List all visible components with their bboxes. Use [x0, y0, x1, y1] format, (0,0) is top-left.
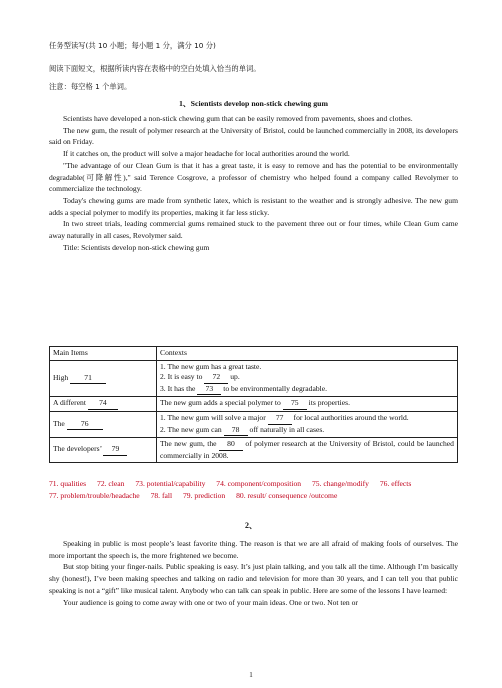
answer-blank: 72: [204, 372, 228, 384]
answer-blank: 73: [197, 384, 221, 396]
context-line: 1. The new gum has a great taste.: [160, 361, 262, 371]
table-title: Title: Scientists develop non-stick chewing gum: [63, 242, 210, 252]
item-text: The developers’: [53, 444, 102, 454]
answer-item: 76. effects: [379, 479, 412, 488]
passage1-paragraph: Scientists have developed a non-stick chewing gum that can be easily removed from pavements, shoes and clothes.: [63, 114, 413, 123]
answer-blank: 75: [283, 398, 307, 410]
passage2-paragraph: Your audience is going to come away with one or two of your main ideas. One or two. Not ten or: [63, 597, 358, 607]
passage1-paragraph: If it catches on, the product will solve a major headache for local authorities around the world.: [63, 149, 350, 159]
table-header-row: [50, 347, 458, 361]
answer-item: 78. fall: [150, 491, 173, 500]
answer-blank: 80: [219, 439, 243, 451]
main-item-cell: [50, 360, 157, 397]
answer-blank: 77: [268, 413, 292, 425]
answer-key: [49, 478, 459, 502]
table-header-cell: Contexts: [157, 347, 458, 361]
main-item-cell: [50, 411, 157, 437]
table-row: [50, 360, 458, 397]
item-text: The: [53, 418, 65, 428]
answer-blank: 71: [70, 373, 106, 385]
passage1-paragraph: The new gum, the result of polymer research at the University of Bristol, could be launched commercially in 2008, its developers said on Friday.: [49, 125, 458, 147]
passage2-body: [49, 538, 458, 608]
answer-item: 73. potential/capability: [135, 479, 206, 488]
passage1-paragraph: "The advantage of our Clean Gum is that it has a great taste, it is easy to remove and has the potential to be environmentally degradable(可降解性)," said Terence Cosgrove, a professor of chemistry who helped found a company called Revolymer to commercialize the technology.: [49, 160, 458, 194]
item-text: A different: [53, 398, 86, 408]
answer-blank: 76: [67, 419, 103, 431]
answer-item: 79. prediction: [183, 491, 226, 500]
context-cell: The new gum, the 80 of polymer research at the University of Bristol, could be launched commercially in 2008.: [157, 438, 458, 463]
passage1-paragraph: Today's chewing gums are made from synthetic latex, which is resistant to the weather and is strongly adhesive. The new gum adds a special polymer to modify its properties, making it far less sticky.: [49, 195, 458, 217]
context-line: 1. The new gum will solve a major 77 for local authorities around the world.: [160, 413, 454, 425]
answer-item: 71. qualities: [49, 479, 87, 488]
context-cell: [157, 411, 458, 437]
context-line: 2. The new gum can 78 off naturally in all cases.: [160, 425, 454, 437]
table-row: [50, 411, 458, 437]
instruction-text: 阅读下面短文，根据所读内容在表格中的空白处填入恰当的单词。: [49, 64, 261, 73]
passage2-paragraph: Speaking in public is most people’s least favorite thing. The reason is that we are all afraid of making fools of ourselves. The more important the speech is, the more frightened we become.: [49, 539, 458, 560]
passage1-title: 1、Scientists develop non-stick chewing gum: [178, 99, 329, 108]
answer-item: 72. clean: [97, 479, 125, 488]
answer-item: 74. component/composition: [216, 479, 302, 488]
page-number: 1: [249, 671, 253, 679]
context-cell: The new gum adds a special polymer to 75 its properties.: [157, 397, 458, 412]
passage1-body: [49, 113, 458, 253]
task-table: [49, 346, 458, 463]
answer-blank: 74: [88, 398, 118, 410]
context-line: 2. It is easy to 72 up.: [160, 372, 454, 384]
passage1-paragraph: In two street trials, leading commercial gums remained stuck to the pavement three out or four times, while Clean Gum came away naturally in all cases, Revolymer said.: [49, 219, 458, 241]
main-item-cell: [50, 397, 157, 412]
table-header-cell: Main Items: [50, 347, 157, 361]
context-line: 3. It has the 73 to be environmentally degradable.: [160, 384, 454, 396]
main-item-cell: [50, 438, 157, 463]
table-row: [50, 438, 458, 463]
answer-item: 80. result/ consequence /outcome: [236, 491, 338, 500]
answer-item: 75. change/modify: [311, 479, 369, 488]
passage2-number: 2、: [245, 521, 257, 530]
answer-blank: 78: [224, 425, 248, 437]
context-cell: [157, 360, 458, 397]
item-text: High: [53, 372, 69, 382]
answer-item: 77. problem/trouble/headache: [49, 491, 140, 500]
note-text: 注意：每空格 1 个单词。: [49, 82, 132, 91]
task-heading: 任务型读写(共 10 小题；每小题 1 分，满分 10 分): [49, 41, 216, 50]
passage2-paragraph: But stop biting your finger-nails. Public speaking is easy. It’s just plain talking, and you talk all the time. Although I’m basically shy (honest!), I’ve been making speeches and talking on radio and television for more than 30 years, and I can tell you that public speaking is not a “gift” like musical talent. Anybody who can talk can speak in public. Here are some of the lessons I have learned:: [49, 562, 458, 595]
table-row: [50, 397, 458, 412]
answer-blank: 79: [103, 444, 127, 456]
